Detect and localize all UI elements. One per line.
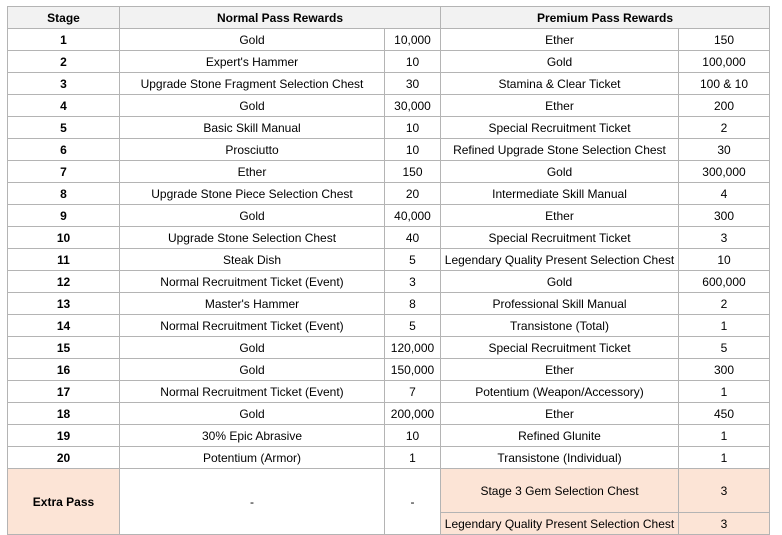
stage-cell: 16 — [8, 359, 120, 381]
premium-reward-qty: 3 — [679, 227, 770, 249]
normal-reward-item: Master's Hammer — [120, 293, 385, 315]
premium-reward-qty: 200 — [679, 95, 770, 117]
extra-normal-qty: - — [385, 469, 441, 535]
stage-header: Stage — [8, 7, 120, 29]
normal-reward-qty: 10 — [385, 425, 441, 447]
normal-reward-item: Normal Recruitment Ticket (Event) — [120, 315, 385, 337]
table-row — [8, 293, 770, 315]
premium-reward-item: Ether — [441, 359, 679, 381]
normal-reward-qty: 10 — [385, 51, 441, 73]
premium-reward-item: Special Recruitment Ticket — [441, 117, 679, 139]
premium-reward-qty: 2 — [679, 117, 770, 139]
header-row — [8, 7, 770, 29]
table-row — [8, 249, 770, 271]
normal-reward-qty: 150 — [385, 161, 441, 183]
stage-cell: 9 — [8, 205, 120, 227]
table-row — [8, 403, 770, 425]
premium-reward-item: Professional Skill Manual — [441, 293, 679, 315]
normal-reward-item: Potentium (Armor) — [120, 447, 385, 469]
table-row — [8, 447, 770, 469]
normal-reward-qty: 5 — [385, 315, 441, 337]
normal-reward-qty: 3 — [385, 271, 441, 293]
stage-cell: 2 — [8, 51, 120, 73]
normal-reward-item: Upgrade Stone Piece Selection Chest — [120, 183, 385, 205]
premium-reward-qty: 100 & 10 — [679, 73, 770, 95]
normal-reward-qty: 20 — [385, 183, 441, 205]
premium-reward-item: Transistone (Total) — [441, 315, 679, 337]
premium-pass-header: Premium Pass Rewards — [441, 7, 770, 29]
premium-reward-qty: 300 — [679, 359, 770, 381]
stage-cell: 18 — [8, 403, 120, 425]
premium-reward-item: Gold — [441, 271, 679, 293]
premium-reward-qty: 30 — [679, 139, 770, 161]
table-row — [8, 227, 770, 249]
extra-pass-label: Extra Pass — [8, 469, 120, 535]
premium-reward-qty: 300 — [679, 205, 770, 227]
normal-reward-item: Ether — [120, 161, 385, 183]
normal-reward-qty: 5 — [385, 249, 441, 271]
stage-cell: 10 — [8, 227, 120, 249]
normal-reward-qty: 40 — [385, 227, 441, 249]
premium-reward-qty: 450 — [679, 403, 770, 425]
extra-premium-qty: 3 — [679, 469, 770, 513]
premium-reward-qty: 1 — [679, 425, 770, 447]
normal-reward-item: Gold — [120, 359, 385, 381]
premium-reward-item: Special Recruitment Ticket — [441, 337, 679, 359]
stage-cell: 8 — [8, 183, 120, 205]
premium-reward-qty: 5 — [679, 337, 770, 359]
stage-cell: 4 — [8, 95, 120, 117]
normal-reward-qty: 150,000 — [385, 359, 441, 381]
premium-reward-qty: 300,000 — [679, 161, 770, 183]
normal-reward-qty: 200,000 — [385, 403, 441, 425]
premium-reward-qty: 150 — [679, 29, 770, 51]
table-row — [8, 315, 770, 337]
table-row — [8, 117, 770, 139]
premium-reward-qty: 2 — [679, 293, 770, 315]
stage-cell: 3 — [8, 73, 120, 95]
stage-cell: 19 — [8, 425, 120, 447]
table-row — [8, 337, 770, 359]
extra-premium-item: Stage 3 Gem Selection Chest — [441, 469, 679, 513]
normal-reward-item: Upgrade Stone Selection Chest — [120, 227, 385, 249]
normal-reward-item: Gold — [120, 337, 385, 359]
extra-normal-item: - — [120, 469, 385, 535]
premium-reward-item: Gold — [441, 51, 679, 73]
normal-reward-item: Prosciutto — [120, 139, 385, 161]
normal-reward-qty: 10,000 — [385, 29, 441, 51]
extra-pass-body — [8, 469, 770, 535]
normal-reward-item: 30% Epic Abrasive — [120, 425, 385, 447]
premium-reward-qty: 1 — [679, 447, 770, 469]
stage-cell: 6 — [8, 139, 120, 161]
stage-cell: 11 — [8, 249, 120, 271]
normal-reward-item: Normal Recruitment Ticket (Event) — [120, 381, 385, 403]
normal-reward-qty: 10 — [385, 117, 441, 139]
premium-reward-qty: 600,000 — [679, 271, 770, 293]
normal-reward-item: Gold — [120, 403, 385, 425]
premium-reward-qty: 1 — [679, 315, 770, 337]
stage-cell: 7 — [8, 161, 120, 183]
premium-reward-item: Intermediate Skill Manual — [441, 183, 679, 205]
premium-reward-item: Ether — [441, 403, 679, 425]
normal-reward-qty: 30 — [385, 73, 441, 95]
premium-reward-item: Refined Upgrade Stone Selection Chest — [441, 139, 679, 161]
rewards-table — [7, 6, 770, 535]
premium-reward-item: Special Recruitment Ticket — [441, 227, 679, 249]
normal-reward-item: Steak Dish — [120, 249, 385, 271]
stage-cell: 20 — [8, 447, 120, 469]
premium-reward-qty: 4 — [679, 183, 770, 205]
stage-cell: 5 — [8, 117, 120, 139]
normal-reward-qty: 40,000 — [385, 205, 441, 227]
extra-premium-item: Legendary Quality Present Selection Chest — [441, 513, 679, 535]
rewards-body — [8, 29, 770, 469]
table-row — [8, 271, 770, 293]
premium-reward-item: Ether — [441, 205, 679, 227]
normal-pass-header: Normal Pass Rewards — [120, 7, 441, 29]
stage-cell: 1 — [8, 29, 120, 51]
normal-reward-item: Gold — [120, 95, 385, 117]
table-row — [8, 139, 770, 161]
premium-reward-item: Ether — [441, 29, 679, 51]
table-row — [8, 359, 770, 381]
premium-reward-item: Legendary Quality Present Selection Chest — [441, 249, 679, 271]
table-row — [8, 51, 770, 73]
extra-premium-qty: 3 — [679, 513, 770, 535]
normal-reward-qty: 120,000 — [385, 337, 441, 359]
normal-reward-qty: 30,000 — [385, 95, 441, 117]
stage-cell: 17 — [8, 381, 120, 403]
table-row — [8, 425, 770, 447]
normal-reward-qty: 7 — [385, 381, 441, 403]
extra-pass-row — [8, 469, 770, 513]
stage-cell: 14 — [8, 315, 120, 337]
premium-reward-item: Potentium (Weapon/Accessory) — [441, 381, 679, 403]
premium-reward-item: Stamina & Clear Ticket — [441, 73, 679, 95]
normal-reward-item: Basic Skill Manual — [120, 117, 385, 139]
premium-reward-qty: 10 — [679, 249, 770, 271]
premium-reward-item: Refined Glunite — [441, 425, 679, 447]
normal-reward-item: Upgrade Stone Fragment Selection Chest — [120, 73, 385, 95]
normal-reward-qty: 1 — [385, 447, 441, 469]
premium-reward-item: Ether — [441, 95, 679, 117]
premium-reward-qty: 100,000 — [679, 51, 770, 73]
stage-cell: 13 — [8, 293, 120, 315]
stage-cell: 12 — [8, 271, 120, 293]
premium-reward-item: Transistone (Individual) — [441, 447, 679, 469]
table-row — [8, 29, 770, 51]
stage-cell: 15 — [8, 337, 120, 359]
normal-reward-item: Normal Recruitment Ticket (Event) — [120, 271, 385, 293]
premium-reward-item: Gold — [441, 161, 679, 183]
table-row — [8, 73, 770, 95]
normal-reward-item: Gold — [120, 29, 385, 51]
table-row — [8, 95, 770, 117]
normal-reward-qty: 8 — [385, 293, 441, 315]
premium-reward-qty: 1 — [679, 381, 770, 403]
table-row — [8, 381, 770, 403]
table-row — [8, 161, 770, 183]
normal-reward-qty: 10 — [385, 139, 441, 161]
normal-reward-item: Expert's Hammer — [120, 51, 385, 73]
table-row — [8, 183, 770, 205]
normal-reward-item: Gold — [120, 205, 385, 227]
table-row — [8, 205, 770, 227]
